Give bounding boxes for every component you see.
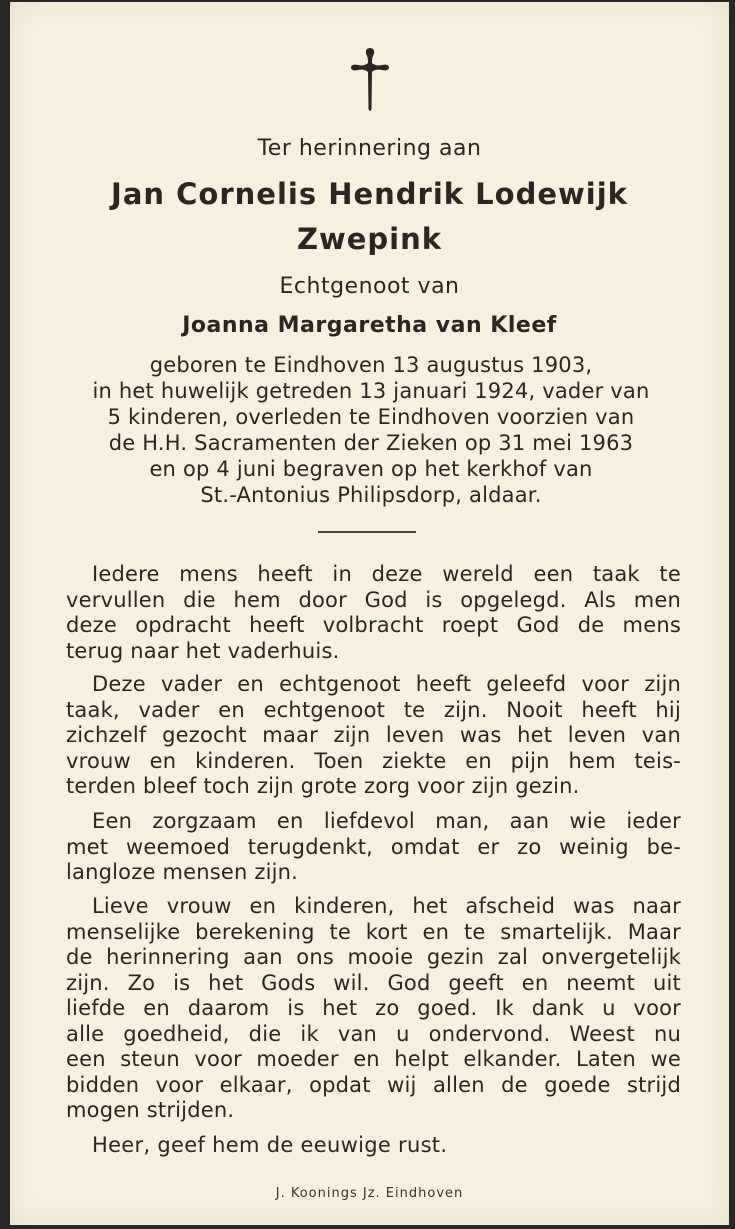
bio-line: 5 kinderen, overleden te Eindhoven voorzien van	[107, 405, 635, 429]
bio-line: de H.H. Sacramenten der Zieken op 31 mei 1963	[108, 431, 634, 455]
text-line: bidden voor elkaar, opdat wij allen de goede strijd	[66, 1072, 681, 1097]
text-line: vrouw en kinderen. Toen ziekte en pijn hem teis-	[66, 748, 681, 773]
paragraph	[66, 672, 681, 800]
biography	[62, 352, 680, 508]
text-line: taak, vader en echtgenoot te zijn. Nooit heeft hij	[66, 697, 681, 722]
text-line: Deze vader en echtgenoot heeft geleefd voor zijn	[92, 672, 681, 696]
text-line: alle goedheid, die ik van u ondervond. Weest nu	[66, 1021, 681, 1046]
memorial-card	[10, 2, 729, 1225]
text-line: zichzelf gezocht maar zijn leven was het leven van	[66, 723, 681, 747]
text-line: langloze mensen zijn.	[66, 860, 299, 884]
cross-icon	[350, 46, 390, 112]
spouse-intro: Echtgenoot van	[279, 274, 460, 299]
text-line: een steun voor moeder en helpt elkander. Laten we	[66, 1047, 681, 1071]
text-line: de herinnering aan ons mooie gezin zal onvergetelijk	[66, 945, 681, 969]
text-line: met weemoed terugdenkt, omdat er zo weinig be-	[66, 834, 681, 859]
bio-line: geboren te Eindhoven 13 augustus 1903,	[149, 353, 593, 377]
deceased-name-line1: Jan Cornelis Hendrik Lodewijk	[111, 177, 628, 211]
deceased-name-line2: Zwepink	[296, 222, 443, 256]
bio-line: en op 4 juni begraven op het kerkhof van	[149, 457, 593, 481]
intro-text: Ter herinnering aan	[257, 136, 482, 161]
printer-credit: J. Koonings Jz. Eindhoven	[275, 1186, 464, 1201]
text-line: Een zorgzaam en liefdevol man, aan wie ieder	[92, 809, 681, 833]
text-line: liefde en daarom is het zo goed. Ik dank u voor	[66, 996, 681, 1020]
closing-prayer: Heer, geef hem de eeuwige rust.	[92, 1133, 448, 1157]
bio-line: in het huwelijk getreden 13 januari 1924, vader van	[92, 379, 650, 403]
text-line: menselijke berekening te kort en te smartelijk. Maar	[66, 919, 681, 944]
text-line: terden bleef toch zijn grote zorg voor zijn gezin.	[66, 774, 580, 798]
text-line: deze opdracht heeft volbracht roept God de mens	[66, 613, 681, 637]
bio-line: St.-Antonius Philipsdorp, aldaar.	[200, 483, 542, 507]
text-line: terug naar het vaderhuis.	[66, 638, 340, 663]
divider	[318, 531, 416, 533]
text-line: zijn. Zo is het Gods wil. God geeft en neemt uit	[66, 970, 681, 995]
text-line: Lieve vrouw en kinderen, het afscheid was naar	[92, 894, 681, 918]
paragraph	[66, 894, 681, 1124]
text-line: mogen strijden.	[66, 1098, 235, 1122]
paragraph	[66, 809, 681, 886]
spouse-name: Joanna Margaretha van Kleef	[182, 313, 557, 338]
text-line: Iedere mens heeft in deze wereld een taak te	[92, 562, 681, 586]
text-line: vervullen die hem door God is opgelegd. Als men	[66, 587, 681, 612]
paragraph	[66, 562, 681, 664]
